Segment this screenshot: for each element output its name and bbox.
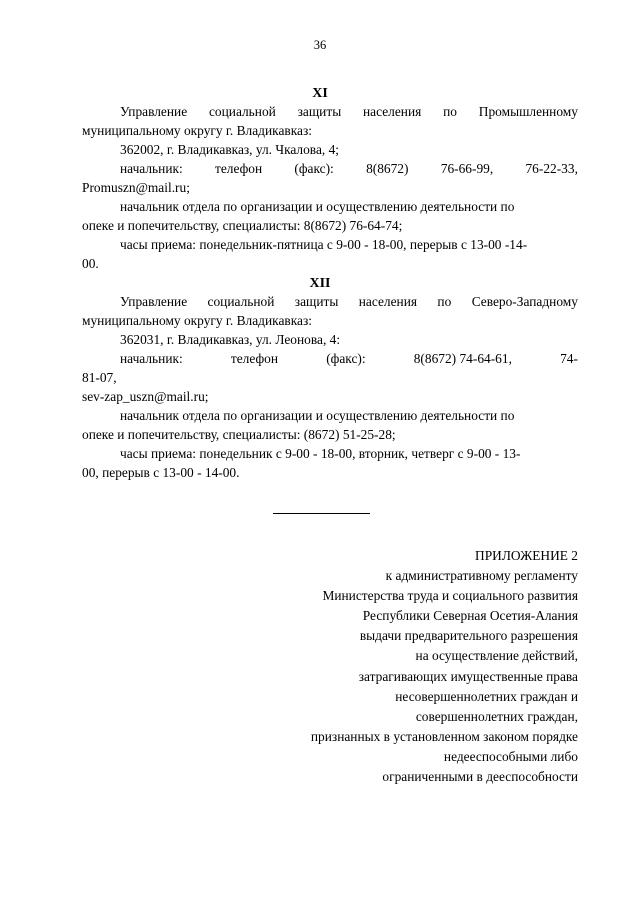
address: 362002, г. Владикавказ, ул. Чкалова, 4; [120, 142, 340, 157]
appendix-line: затрагивающих имущественные права [358, 668, 578, 684]
hours-line-1: часы приема: понедельник с 9-00 - 18-00, вторник, четверг с 9-00 - 13- [120, 446, 521, 461]
appendix-title: ПРИЛОЖЕНИЕ 2 [475, 548, 578, 563]
word: начальник: [120, 161, 183, 176]
hours-line-1: часы приема: понедельник-пятница с 9-00 - 18-00, перерыв с 13-00 -14- [120, 237, 528, 252]
word: 8(8672) [366, 161, 409, 176]
word: Управление [120, 294, 188, 309]
separator-line [273, 513, 370, 514]
section-heading-xii: XII [309, 276, 331, 291]
agency-line-1 [82, 102, 578, 121]
word: по [437, 294, 452, 309]
head-contacts-line-1 [82, 349, 578, 368]
head-phone-continuation: 81-07, [82, 370, 117, 385]
word: (факс): [326, 351, 366, 366]
head-contacts-line-1 [82, 159, 578, 178]
appendix-line: к административному регламенту [385, 568, 578, 584]
dept-line-1: начальник отдела по организации и осуществлению деятельности по [120, 199, 515, 214]
agency-line-1 [82, 292, 578, 311]
word: Управление [120, 104, 188, 119]
word: 76-66-99, [440, 161, 494, 176]
appendix-line: недееспособными либо [443, 748, 578, 764]
word: защиты [294, 294, 339, 309]
agency-line-2: муниципальному округу г. Владикавказ: [82, 313, 312, 328]
dept-line-2: опеке и попечительству, специалисты: 8(8672) 76-64-74; [82, 218, 403, 233]
section-xii-body [82, 292, 578, 482]
word: социальной [208, 104, 276, 119]
dept-line-1: начальник отдела по организации и осуществлению деятельности по [120, 408, 515, 423]
word: по [443, 104, 457, 119]
word: (факс): [294, 161, 334, 176]
appendix-line: совершеннолетних граждан, [415, 708, 578, 724]
word: телефон [215, 161, 263, 176]
word: телефон [230, 351, 279, 366]
appendix-line: Министерства труда и социального развития [322, 588, 578, 604]
word: начальник: [120, 351, 183, 366]
head-email: sev-zap_uszn@mail.ru; [82, 389, 209, 404]
word: 8(8672) 74-64-61, [413, 351, 512, 366]
head-email: Promuszn@mail.ru; [82, 180, 190, 195]
word: 76-22-33, [525, 161, 578, 176]
hours-line-2: 00. [82, 256, 99, 271]
word: населения [363, 104, 422, 119]
appendix-line: ограниченными в дееспособности [382, 769, 578, 785]
appendix-line: признанных в установленном законом порядке [310, 728, 578, 744]
appendix-line: несовершеннолетних граждан и [395, 688, 578, 704]
word: защиты [297, 104, 342, 119]
address: 362031, г. Владикавказ, ул. Леонова, 4: [120, 332, 341, 347]
word: 74- [560, 351, 578, 366]
agency-line-2: муниципальному округу г. Владикавказ: [82, 123, 312, 138]
appendix-line: выдачи предварительного разрешения [359, 628, 578, 644]
appendix-line: Республики Северная Осетия-Алания [362, 608, 578, 624]
word: социальной [207, 294, 275, 309]
dept-line-2: опеке и попечительству, специалисты: (8672) 51-25-28; [82, 427, 396, 442]
page-number: 36 [313, 38, 327, 52]
section-xi-body [82, 102, 578, 273]
word: Северо-Западному [471, 294, 578, 309]
hours-line-2: 00, перерыв с 13-00 - 14-00. [82, 465, 240, 480]
appendix-line: на осуществление действий, [415, 648, 578, 664]
section-heading-xi: XI [312, 86, 328, 101]
appendix-block [218, 546, 578, 787]
word: населения [358, 294, 418, 309]
word: Промышленному [478, 104, 578, 119]
